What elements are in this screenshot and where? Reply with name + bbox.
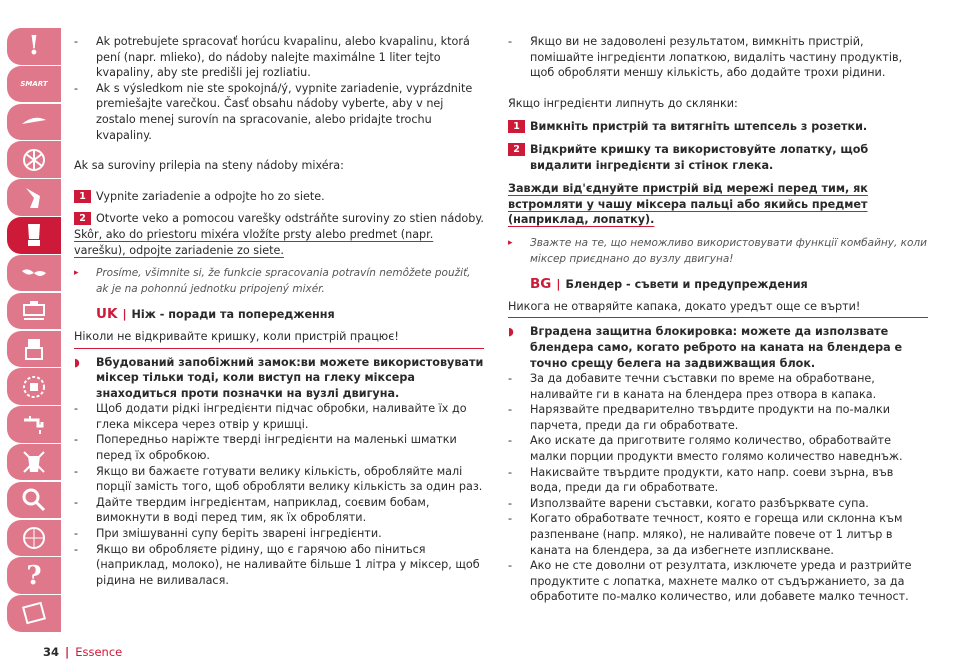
footer-separator: | (65, 645, 70, 659)
blender-jar-icon (20, 221, 48, 249)
tap-icon (20, 410, 48, 438)
tab-guarantee[interactable] (7, 595, 61, 632)
page-number: 34 (43, 645, 60, 659)
uk-warning: Завжди від'єднуйте пристрій від мережі перед тим, як встромляти у чашу міксера пальці або якийсь предмет (наприклад, лопатку). (508, 182, 868, 227)
tab-juicer[interactable] (7, 331, 61, 368)
step-number: 2 (508, 143, 525, 156)
list-item: - Дайте твердим інгредієнтам, наприклад, соєвим бобам, вимокнути в воді перед тим, як їх обробляти. (74, 495, 484, 526)
sk-warning: Skôr, ako do priestoru mixéra vložíte prsty alebo predmet (napr. varešku), odpojte zariadenie zo siete. (74, 227, 434, 257)
step-number: 2 (74, 212, 91, 225)
section-title: Блендер - съвети и предупреждения (565, 278, 808, 292)
list-item: - При змішуванні супу беріть зварені інгредієнти. (74, 526, 484, 542)
trash-icon (20, 448, 48, 476)
tab-disposal[interactable] (7, 444, 61, 481)
juicer-icon (20, 335, 48, 363)
list-item: - За да добавите течни съставки по време на обработване, наливайте ги в каната на блендера през отвора в капака. (508, 371, 928, 402)
list-item: - Когато обработвате течност, която е гореща или склонна към разпенване (напр. мляко), не наливайте повече от 1 литър в каната на блендера, за да избегнете изплискване. (508, 511, 928, 558)
sk-note: ▸ Prosíme, všimnite si, že funkcie spracovania potravín nemôžete použiť, ak je na pohonnú jednotku pripojený mixér. (74, 266, 484, 297)
list-item: - Щоб додати рідкі інгредієнти підчас обробки, наливайте їх до глека міксера через отвір у кришці. (74, 401, 484, 432)
list-item: - Ако не сте доволни от резултата, изключете уреда и разтрийте продуктите с лопатка, махнете малко от съдържанието, за да обработите по-малко количество, или добавете малко течност. (508, 558, 928, 605)
list-item: - Попередньо наріжте тверді інгредієнти на маленькі шматки перед їх обробкою. (74, 432, 484, 463)
tab-troubleshooting[interactable] (7, 482, 61, 519)
list-item: - Нарязвайте предварително твърдите продукти на по-малки парчета, преди да ги обработвате. (508, 402, 928, 433)
right-column (508, 34, 928, 605)
smart-logo-icon (20, 81, 47, 88)
step-number: 1 (508, 120, 525, 133)
sk-step-1 (74, 189, 484, 205)
section-title: Ніж - поради та попередження (131, 308, 335, 322)
list-item: - Якщо ви обробляєте рідину, що є гарячою або піниться (наприклад, молоко), не наливайте більше 1 літра у міксер, щоб рідина не виливалася. (74, 542, 484, 589)
sk-step-2 (74, 211, 484, 227)
smart-logo-label: SMART (20, 79, 48, 88)
tab-whisk[interactable] (7, 141, 61, 178)
page-footer (43, 645, 122, 659)
search-icon (20, 486, 48, 514)
left-column (74, 34, 484, 588)
tab-guarantee-world[interactable] (7, 520, 61, 557)
mixer-icon (20, 297, 48, 325)
tab-smart[interactable] (7, 66, 61, 103)
language-code: UK (96, 306, 118, 323)
hand-blender-icon (20, 108, 48, 136)
tab-mixer[interactable] (7, 293, 61, 330)
uk-step-2 (508, 142, 928, 173)
sk-sticking-intro: Ak sa suroviny prilepia na steny nádoby mixéra: (74, 159, 344, 173)
uk-safety-lock: ◗ Вбудований запобіжний замок:ви можете використовувати міксер тільки тоді, коли виступ на глеку міксера знаходиться проти позначки на вузлі двигуна. (74, 355, 484, 402)
uk-never-open-warning: Ніколи не відкривайте кришку, коли пристрій працює! (74, 329, 484, 349)
list-item: - Накисвайте твърдите продукти, като напр. соеви зърна, във вода, преди да ги обработвате. (508, 465, 928, 496)
product-title: Essence (75, 645, 123, 659)
language-code: BG (530, 276, 552, 293)
tab-cleaning[interactable] (7, 406, 61, 443)
tab-food-processor[interactable] (7, 179, 61, 216)
step-text: Otvorte veko a pomocou varešky odstráňte suroviny zo stien nádoby. (96, 212, 484, 226)
tab-faq[interactable] (7, 557, 61, 594)
list-item: - Ak potrebujete spracovať horúcu kvapalinu, alebo kvapalinu, ktorá pení (napr. mlieko), do nádoby nalejte maximálne 1 liter tejto kvapaliny, aby ste predišli jej rozliatiu. (74, 34, 484, 81)
guarantee-icon (20, 599, 48, 627)
step-text: Vypnite zariadenie a odpojte ho zo siete. (96, 189, 325, 203)
tab-blender[interactable] (7, 217, 61, 254)
bg-safety-lock: ◗ Вградена защитна блокировка: можете да използвате блендера само, когато реброто на каната на блендера е точно срещу белега на задвижващия блок. (508, 324, 928, 371)
step-text: Відкрийте кришку та використовуйте лопатку, щоб видалити інгредієнти зі стінок глека. (530, 142, 869, 172)
list-item: - Якщо ви бажаєте готувати велику кількість, обробляйте малі порції замість того, щоб обробляти велику кількість за один раз. (74, 464, 484, 495)
uk-heading: UK | Ніж - поради та попередження (96, 306, 335, 323)
tab-hand-blender[interactable] (7, 104, 61, 141)
food-processor-icon (20, 184, 48, 212)
world-logo-icon (20, 524, 48, 552)
list-item: - Ако искате да приготвите голямо количество, обработвайте малки порции продукти вместо голямо количество наведнъж. (508, 433, 928, 464)
step-text: Вимкніть пристрій та витягніть штепсель з розетки. (530, 120, 868, 134)
list-item: - Използвайте варени съставки, когато разбърквате супа. (508, 496, 928, 512)
tab-storage[interactable] (7, 368, 61, 405)
uk-note: ▸ Зважте на те, що неможливо використовувати функції комбайну, коли міксер приєднано до вузлу двигуна! (508, 236, 928, 267)
step-number: 1 (74, 190, 91, 203)
storage-icon (20, 373, 48, 401)
whisk-icon (20, 146, 48, 174)
bg-never-open-warning: Никога не отваряйте капака, докато уредът още се върти! (508, 299, 928, 319)
list-item: - Якщо ви не задоволені результатом, вимкніть пристрій, помішайте інгредієнти лопаткою, видаліть частину продуктів, щоб обробляти меншу кількість, або додайте трохи рідини. (508, 34, 928, 81)
tab-chopper[interactable] (7, 255, 61, 292)
list-item: - Ak s výsledkom nie ste spokojná/ý, vypnite zariadenie, vyprázdnite premiešajte varečkou. Časť obsahu nádoby vyberte, aby v nej zostalo menej surovín na spracovanie, alebo pridajte trochu kvapaliny. (74, 81, 484, 143)
bg-heading: BG | Блендер - съвети и предупреждения (530, 276, 808, 293)
tab-warnings[interactable] (7, 28, 61, 65)
question-icon: ? (26, 560, 42, 591)
uk-sticking-intro: Якщо інгредієнти липнуть до склянки: (508, 96, 738, 110)
exclamation-icon: ! (28, 31, 40, 62)
sidebar (7, 28, 61, 633)
chopper-blade-icon (20, 259, 48, 287)
uk-step-1 (508, 119, 928, 135)
